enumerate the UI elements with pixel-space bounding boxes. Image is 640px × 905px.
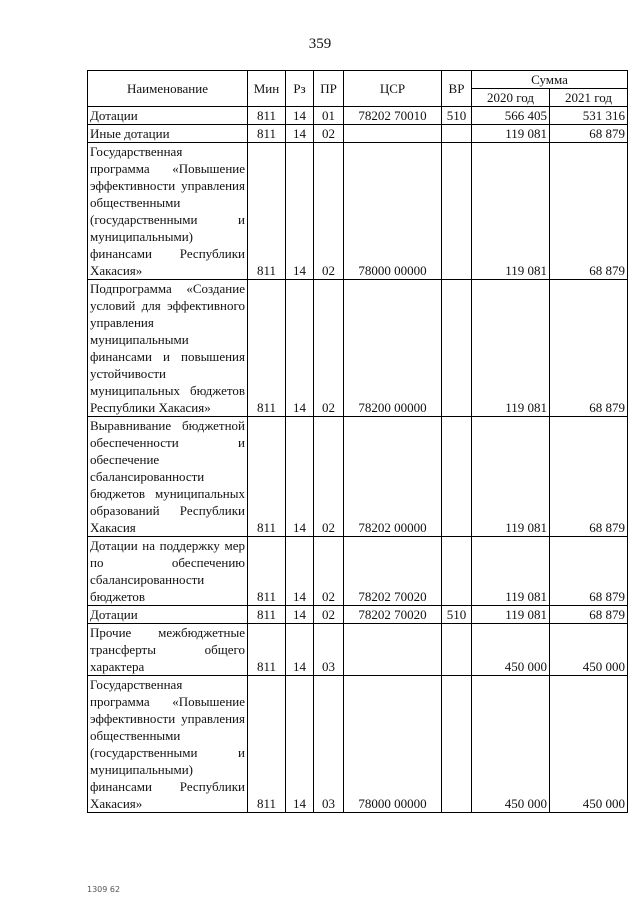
row-vr (442, 280, 472, 417)
header-row (88, 71, 628, 89)
row-csr: 78202 00000 (344, 417, 442, 537)
row-name: Государственная программа «Повышение эффективности управления общественными (государственными и муниципальными) финансами Республики Хакасия» (88, 676, 248, 813)
row-min: 811 (248, 537, 286, 606)
row-sum-2021: 450 000 (550, 676, 628, 813)
row-csr: 78202 70010 (344, 107, 442, 125)
table-row (88, 125, 628, 143)
row-sum-2020: 450 000 (472, 676, 550, 813)
row-vr (442, 537, 472, 606)
table-row (88, 417, 628, 537)
row-sum-2020: 119 081 (472, 143, 550, 280)
row-sum-2020: 119 081 (472, 125, 550, 143)
row-pr: 02 (314, 125, 344, 143)
row-sum-2020: 450 000 (472, 624, 550, 676)
row-min: 811 (248, 676, 286, 813)
budget-table (87, 70, 628, 813)
row-min: 811 (248, 143, 286, 280)
row-rz: 14 (286, 537, 314, 606)
header-vr: ВР (442, 71, 472, 107)
row-rz: 14 (286, 676, 314, 813)
row-pr: 03 (314, 624, 344, 676)
row-vr: 510 (442, 107, 472, 125)
row-min: 811 (248, 107, 286, 125)
row-vr (442, 125, 472, 143)
row-min: 811 (248, 417, 286, 537)
row-csr: 78200 00000 (344, 280, 442, 417)
row-sum-2020: 566 405 (472, 107, 550, 125)
row-rz: 14 (286, 624, 314, 676)
row-pr: 02 (314, 537, 344, 606)
row-sum-2021: 450 000 (550, 624, 628, 676)
page-number: 359 (308, 36, 332, 52)
row-rz: 14 (286, 606, 314, 624)
row-pr: 01 (314, 107, 344, 125)
row-min: 811 (248, 624, 286, 676)
footer-code: 1309 62 (87, 885, 121, 894)
row-csr: 78202 70020 (344, 606, 442, 624)
row-rz: 14 (286, 107, 314, 125)
row-csr: 78000 00000 (344, 143, 442, 280)
table-row (88, 606, 628, 624)
row-sum-2020: 119 081 (472, 417, 550, 537)
row-name: Иные дотации (88, 125, 248, 143)
row-name: Дотации (88, 107, 248, 125)
row-csr: 78202 70020 (344, 537, 442, 606)
row-name: Выравнивание бюджетной обеспеченности и обеспечение сбалансированности бюджетов муниципальных образований Республики Хакасия (88, 417, 248, 537)
header-year-2021: 2021 год (550, 89, 628, 107)
row-pr: 02 (314, 143, 344, 280)
row-name: Дотации на поддержку мер по обеспечению сбалансированности бюджетов (88, 537, 248, 606)
row-vr (442, 676, 472, 813)
row-sum-2021: 68 879 (550, 280, 628, 417)
row-csr (344, 624, 442, 676)
row-min: 811 (248, 280, 286, 417)
row-pr: 02 (314, 606, 344, 624)
row-name: Государственная программа «Повышение эффективности управления общественными (государственными и муниципальными) финансами Республики Хакасия» (88, 143, 248, 280)
header-pr: ПР (314, 71, 344, 107)
row-name: Прочие межбюджетные трансферты общего характера (88, 624, 248, 676)
row-sum-2021: 68 879 (550, 606, 628, 624)
row-vr: 510 (442, 606, 472, 624)
table-row (88, 537, 628, 606)
row-rz: 14 (286, 125, 314, 143)
row-min: 811 (248, 125, 286, 143)
row-csr (344, 125, 442, 143)
row-sum-2021: 68 879 (550, 125, 628, 143)
row-rz: 14 (286, 280, 314, 417)
header-year-2020: 2020 год (472, 89, 550, 107)
header-min: Мин (248, 71, 286, 107)
header-name: Наименование (88, 71, 248, 107)
row-sum-2021: 68 879 (550, 143, 628, 280)
row-pr: 02 (314, 280, 344, 417)
row-vr (442, 417, 472, 537)
table-row (88, 280, 628, 417)
row-pr: 03 (314, 676, 344, 813)
row-name: Подпрограмма «Создание условий для эффективного управления муниципальными финансами и повышения устойчивости муниципальных бюджетов Республики Хакасия» (88, 280, 248, 417)
row-csr: 78000 00000 (344, 676, 442, 813)
row-sum-2020: 119 081 (472, 606, 550, 624)
header-csr: ЦСР (344, 71, 442, 107)
row-rz: 14 (286, 417, 314, 537)
row-sum-2021: 68 879 (550, 417, 628, 537)
header-rz: Рз (286, 71, 314, 107)
row-sum-2020: 119 081 (472, 537, 550, 606)
table-row (88, 143, 628, 280)
table-row (88, 676, 628, 813)
row-sum-2021: 68 879 (550, 537, 628, 606)
row-vr (442, 143, 472, 280)
header-sum: Сумма (472, 71, 628, 89)
row-pr: 02 (314, 417, 344, 537)
row-name: Дотации (88, 606, 248, 624)
row-rz: 14 (286, 143, 314, 280)
table-row (88, 107, 628, 125)
row-vr (442, 624, 472, 676)
row-sum-2020: 119 081 (472, 280, 550, 417)
row-min: 811 (248, 606, 286, 624)
table-row (88, 624, 628, 676)
row-sum-2021: 531 316 (550, 107, 628, 125)
